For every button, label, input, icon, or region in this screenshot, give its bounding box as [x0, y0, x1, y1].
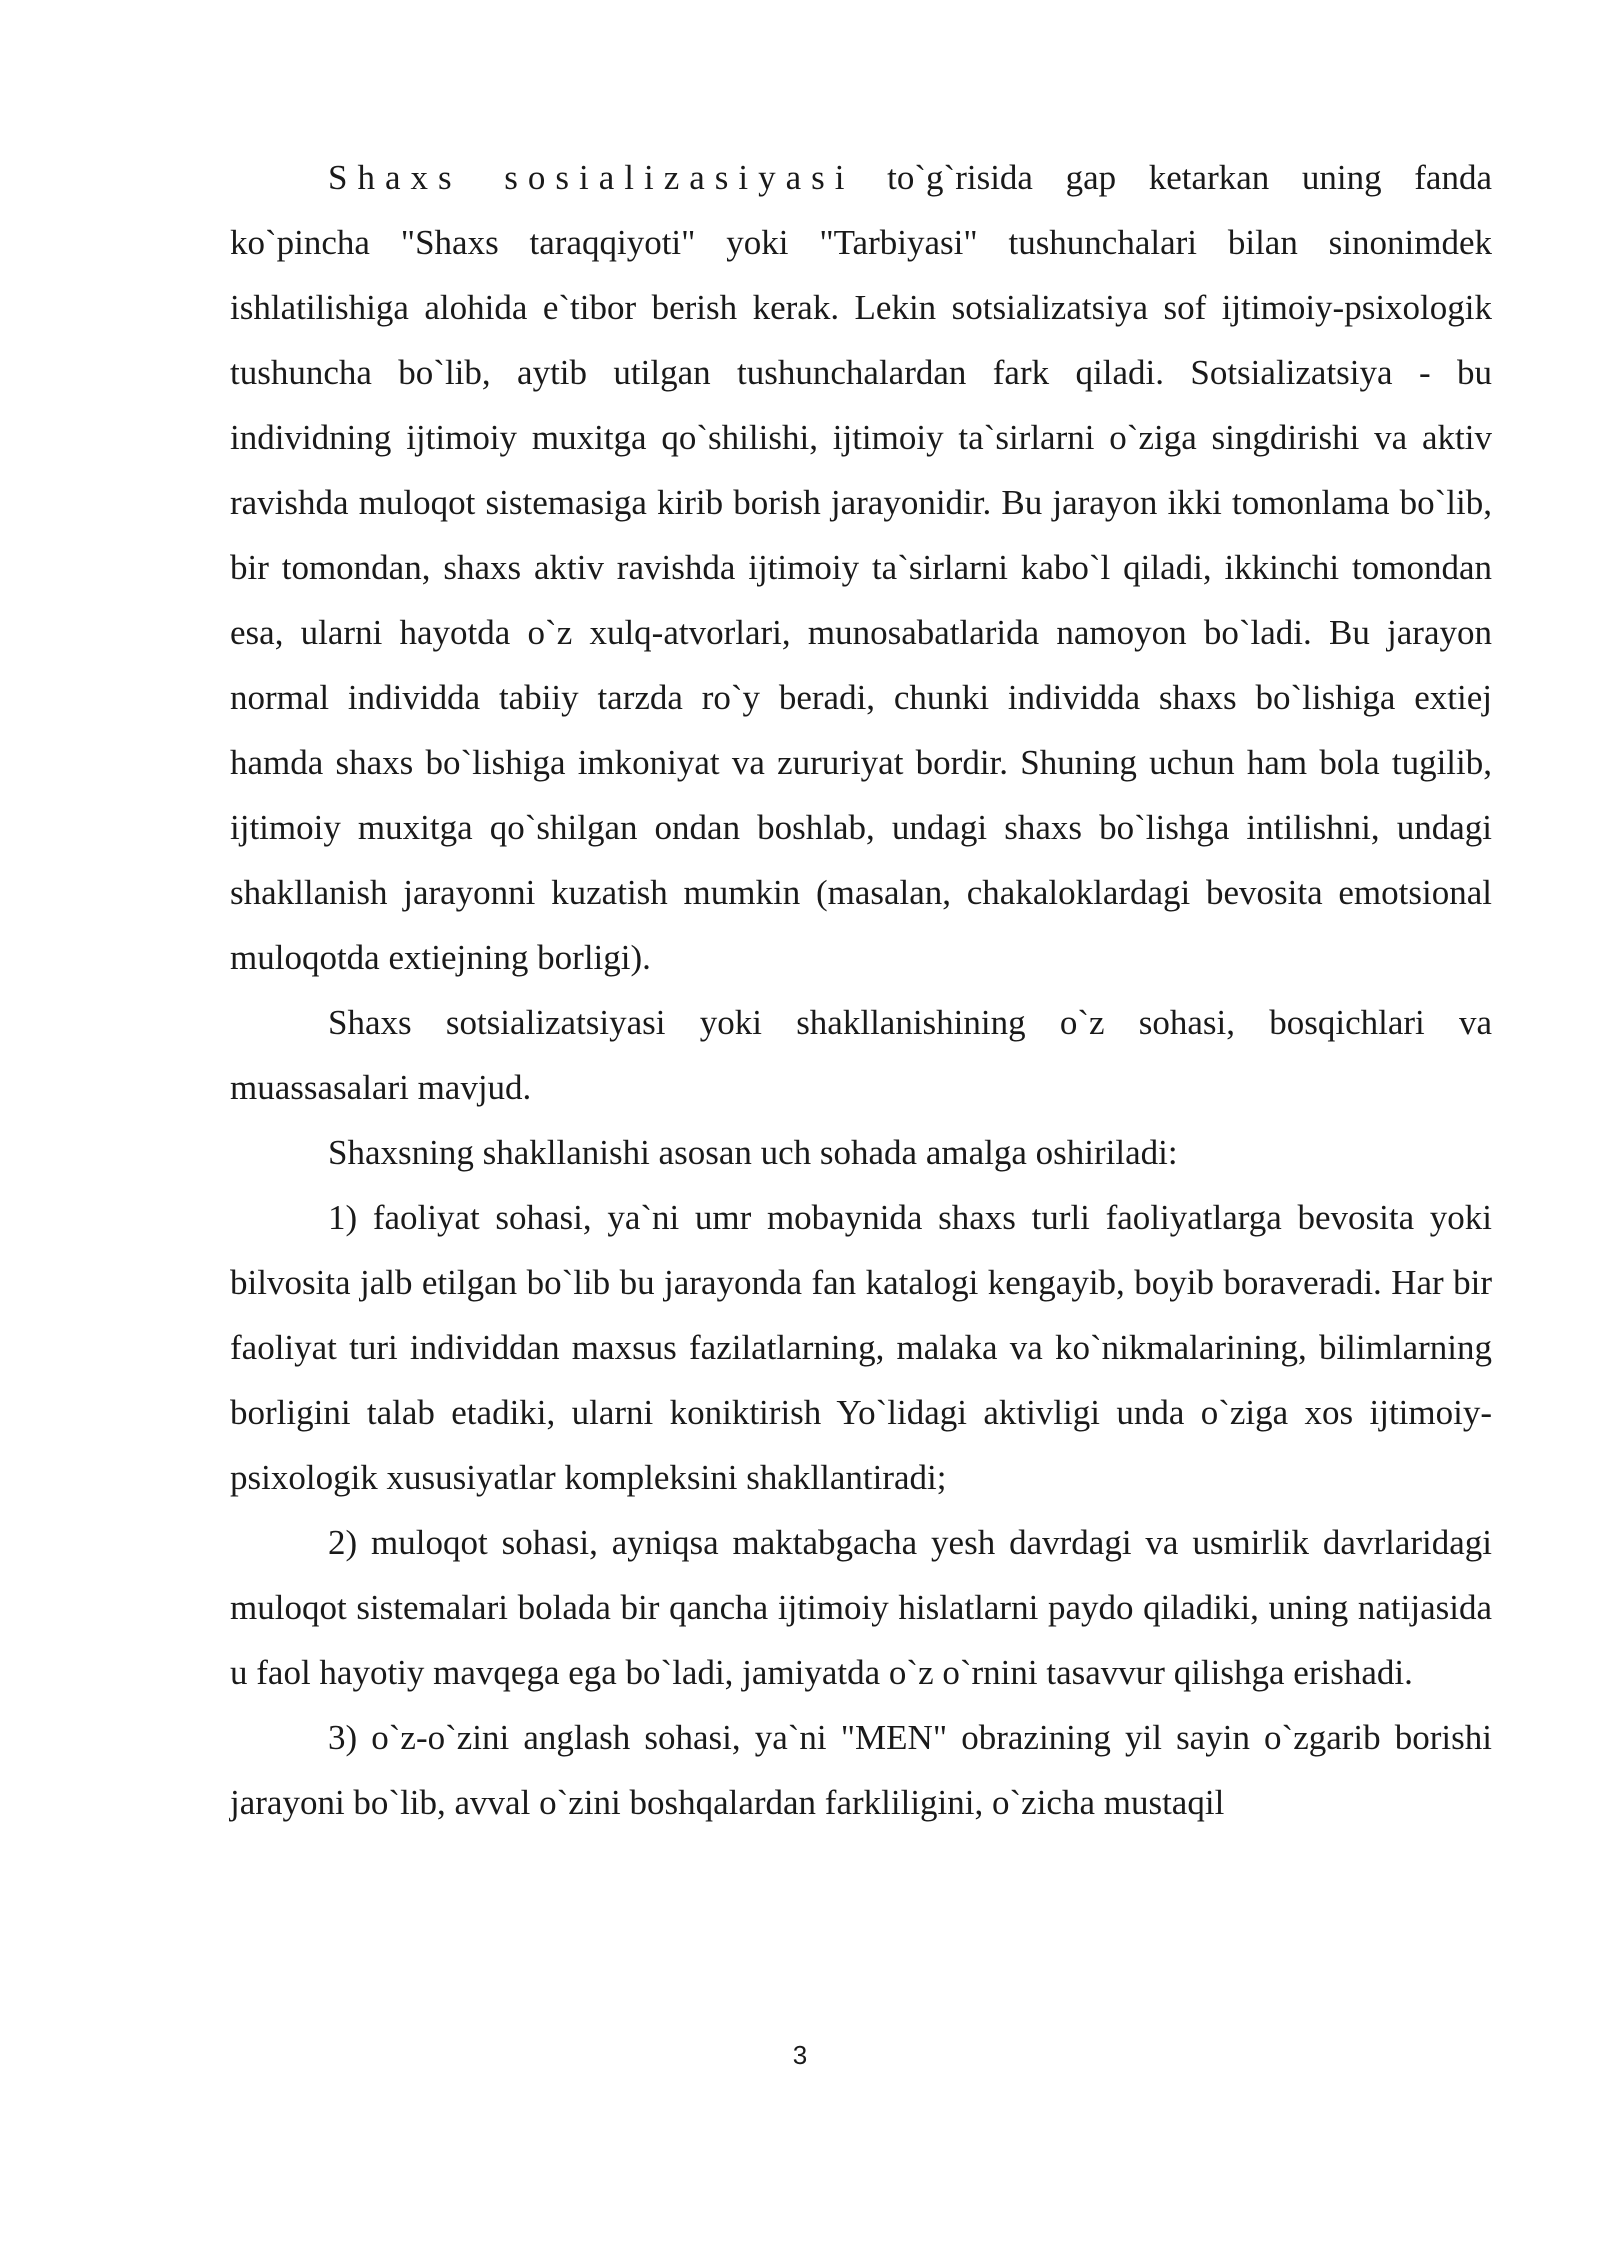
paragraph-3 [230, 1120, 1492, 1185]
paragraph-2 [230, 990, 1492, 1120]
paragraph-text: 3) o`z-o`zini anglash sohasi, ya`ni "MEN" obrazining yil sayin o`zgarib borishi jarayoni bo`lib, avval o`zini boshqalardan farkliligini, o`zicha mustaqil [230, 1718, 1492, 1822]
paragraph-text: Shaxs sotsializatsiyasi yoki shakllanishining o`z sohasi, bosqichlari va muassasalari mavjud. [230, 1003, 1492, 1107]
paragraph-6 [230, 1705, 1492, 1835]
paragraph-text: to`g`risida gap ketarkan uning fanda ko`pincha "Shaxs taraqqiyoti" yoki "Tarbiyasi" tushunchalari bilan sinonimdek ishlatilishiga alohida e`tibor berish kerak. Lekin sotsializatsiya sof ijtimoiy-psixologik tushuncha bo`lib, aytib utilgan tushunchalardan fark qiladi. Sotsializatsiya - bu individning ijtimoiy muxitga qo`shilishi, ijtimoiy ta`sirlarni o`ziga singdirishi va aktiv ravishda muloqot sistemasiga kirib borish jarayonidir. Bu jarayon ikki tomonlama bo`lib, bir tomondan, shaxs aktiv ravishda ijtimoiy ta`sirlarni kabo`l qiladi, ikkinchi tomondan esa, ularni hayotda o`z xulq-atvorlari, munosabatlarida namoyon bo`ladi. Bu jarayon normal individda tabiiy tarzda ro`y beradi, chunki individda shaxs bo`lishiga extiej hamda shaxs bo`lishiga imkoniyat va zururiyat bordir. Shuning uchun ham bola tugilib, ijtimoiy muxitga qo`shilgan ondan boshlab, undagi shaxs bo`lishga intilishni, undagi shakllanish jarayonni kuzatish mumkin (masalan, chakaloklardagi bevosita emotsional muloqotda extiejning borligi). [230, 158, 1492, 977]
body-text [230, 145, 1492, 1835]
page-number: 3 [792, 2040, 808, 2070]
paragraph-text: Shaxsning shakllanishi asosan uch sohada amalga oshiriladi: [328, 1133, 1178, 1172]
paragraph-text: 2) muloqot sohasi, ayniqsa maktabgacha yesh davrdagi va usmirlik davrlaridagi muloqot sistemalari bolada bir qancha ijtimoiy hislatlarni paydo qiladiki, uning natijasida u faol hayotiy mavqega ega bo`ladi, jamiyatda o`z o`rnini tasavvur qilishga erishadi. [230, 1523, 1492, 1692]
paragraph-1 [230, 145, 1492, 990]
paragraph-text: 1) faoliyat sohasi, ya`ni umr mobaynida shaxs turli faoliyatlarga bevosita yoki bilvosita jalb etilgan bo`lib bu jarayonda fan katalogi kengayib, boyib boraveradi. Har bir faoliyat turi individdan maxsus fazilatlarning, malaka va ko`nikmalarining, bilimlarning borligini talab etadiki, ularni koniktirish Yo`lidagi aktivligi unda o`ziga xos ijtimoiy-psixologik xususiyatlar kompleksini shakllantiradi; [230, 1198, 1492, 1497]
paragraph-4 [230, 1185, 1492, 1510]
paragraph-5 [230, 1510, 1492, 1705]
spaced-term: Shaxs sosializasiyasi [328, 158, 855, 197]
